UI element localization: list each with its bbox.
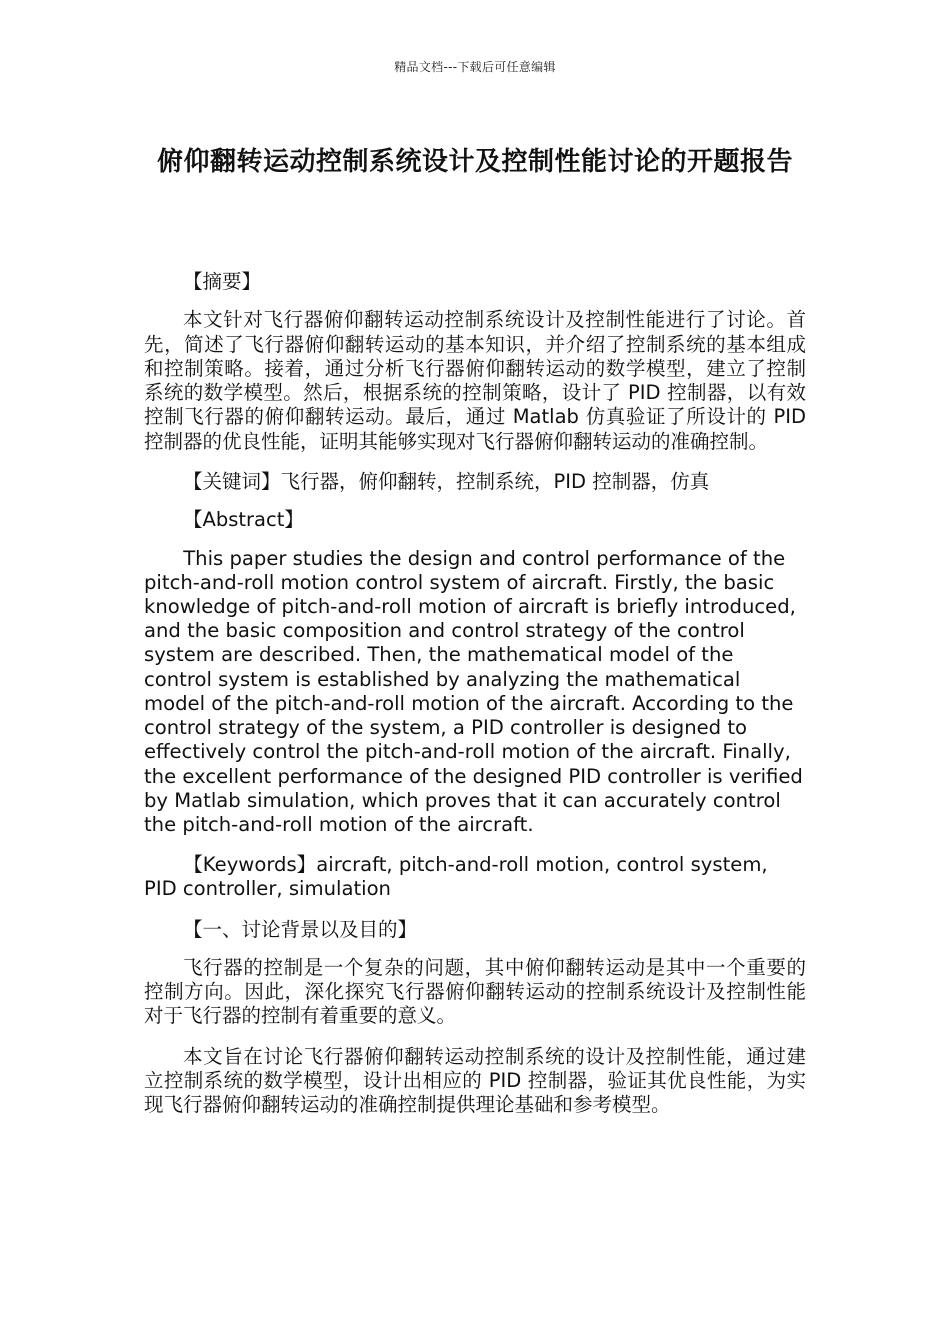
section1-paragraph-1: 飞行器的控制是一个复杂的问题，其中俯仰翻转运动是其中一个重要的控制方向。因此，深化探究飞行器俯仰翻转运动的控制系统设计及控制性能对于飞行器的控制有着重要的意义。 <box>144 955 806 1028</box>
section1-heading: 【一、讨论背景以及目的】 <box>183 917 418 941</box>
page-header: 精品文档---下载后可任意编辑 <box>394 60 556 74</box>
keywords-cn: 【关键词】飞行器，俯仰翻转，控制系统，PID 控制器，仿真 <box>183 470 710 494</box>
keywords-en: 【Keywords】aircraft, pitch-and-roll motion, control system, PID controller, simulation <box>144 853 768 901</box>
section1-paragraph-2: 本文旨在讨论飞行器俯仰翻转运动控制系统的设计及控制性能，通过建立控制系统的数学模型，设计出相应的 PID 控制器，验证其优良性能，为实现飞行器俯仰翻转运动的准确控制提供理论基础和参考模型。 <box>144 1044 806 1117</box>
document-body <box>144 270 806 1134</box>
abstract-en-body: This paper studies the design and control performance of the pitch-and-roll motion control system of aircraft. Firstly, the basic knowledge of pitch-and-roll motion of aircraft is briefly introduced, and the basic composition and control strategy of the control system are described. Then, the mathematical model of the control system is established by analyzing the mathematical model of the pitch-and-roll motion of the aircraft. According to the control strategy of the system, a PID controller is designed to effectively control the pitch-and-roll motion of the aircraft. Finally, the excellent performance of the designed PID controller is verified by Matlab simulation, which proves that it can accurately control the pitch-and-roll motion of the aircraft. <box>144 546 803 836</box>
document-title: 俯仰翻转运动控制系统设计及控制性能讨论的开题报告 <box>156 147 793 177</box>
abstract-cn-heading: 【摘要】 <box>183 270 262 293</box>
abstract-en-heading: 【Abstract】 <box>183 508 304 532</box>
abstract-cn-body: 本文针对飞行器俯仰翻转运动控制系统设计及控制性能进行了讨论。首先，简述了飞行器俯仰翻转运动的基本知识，并介绍了控制系统的基本组成和控制策略。接着，通过分析飞行器俯仰翻转运动的数学模型，建立了控制系统的数学模型。然后，根据系统的控制策略，设计了 PID 控制器，以有效控制飞行器的俯仰翻转运动。最后，通过 Matlab 仿真验证了所设计的 PID 控制器的优良性能，证明其能够实现对飞行器俯仰翻转运动的准确控制。 <box>144 308 806 453</box>
